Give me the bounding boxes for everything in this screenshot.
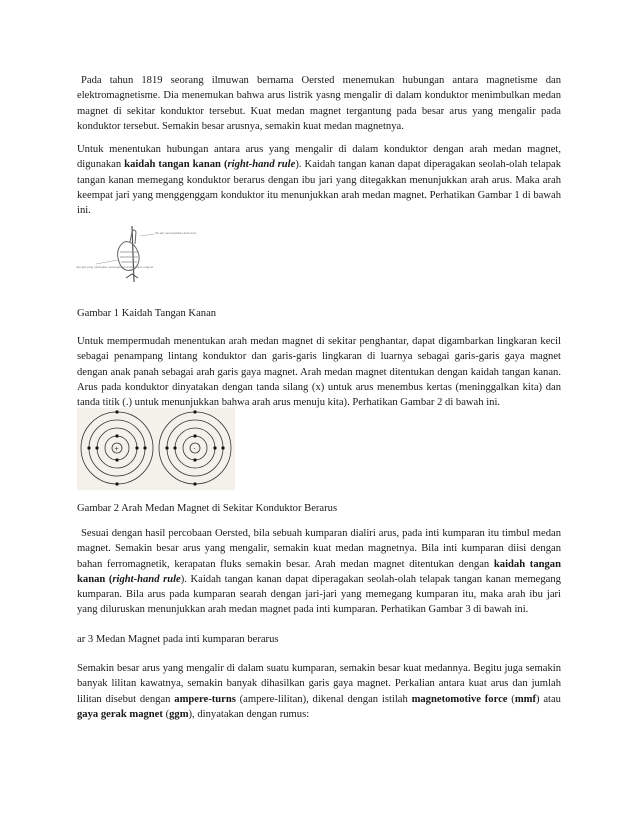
text-segment: ), dinyatakan dengan rumus: bbox=[188, 708, 310, 720]
arrow-icon bbox=[221, 446, 224, 449]
text-segment: ). Kaidah tangan kanan dapat diperagakan seolah-olah telapak tangan kanan memegang konduktor berarus dengan ibu jari yang ditegakkan menunjukkan arah arus. Maka arah keempat jari yang menggenggam konduktor itu menunjukkan arah medan magnet. Perhatikan Gambar 1 di bawah ini. bbox=[77, 159, 562, 217]
arrow-icon bbox=[173, 446, 176, 449]
bold-term: kaidah tangan kanan bbox=[77, 558, 561, 585]
figure1-label-fingers: Jari-jari yang melingkar menunjukkan arah medan magnet bbox=[76, 265, 154, 269]
arrow-icon bbox=[126, 274, 138, 278]
caption-figure-3: ar 3 Medan Magnet pada inti kumparan berarus bbox=[77, 634, 279, 645]
figure-right-hand-rule bbox=[74, 222, 197, 288]
bold-term: ggm bbox=[169, 708, 189, 720]
finger-lines bbox=[120, 252, 138, 262]
paragraph-field-direction: Untuk mempermudah menentukan arah medan magnet di sekitar penghantar, dapat digambarkan lingkaran kecil sebagai penampang lintang konduktor dan garis-garis lingkaran di luarnya sebagai garis-garis gaya magnet dengan anak panah sebagai arah garis gaya magnet. Arah medan magnet ditentukan dengan kaidah tangan kanan. Arus pada konduktor dinyatakan dengan tanda silang (x) untuk arus menembus kertas (meninggalkan kita) dan tanda titik (.) untuk menunjukkan bahwa arah arus menuju kita). Perhatikan Gambar 2 di bawah ini. bbox=[77, 336, 561, 409]
right-conductor-field bbox=[159, 410, 231, 485]
text-segment: (ampere-lilitan), dikenal dengan istilah bbox=[235, 693, 412, 705]
caption-figure-1: Gambar 1 Kaidah Tangan Kanan bbox=[77, 308, 217, 319]
arrow-icon bbox=[95, 446, 98, 449]
arrow-icon bbox=[193, 434, 196, 437]
arrow-icon bbox=[115, 458, 118, 461]
text-segment: Sesuai dengan hasil percobaan Oersted, bila sebuah kumparan dialiri arus, pada inti kumparan itu timbul medan magnet. Semakin besar arus yang mengalir, semakin kuat medan magnetnya. Bila inti kumparan diisi dengan bahan ferromagnetik, kerapatan fluks semakin besar. Arah medan magnet ditentukan dengan bbox=[77, 528, 561, 570]
bold-italic-term: right-hand rule bbox=[112, 573, 181, 585]
text-segment: ( bbox=[162, 708, 170, 720]
text-segment: ( bbox=[507, 693, 515, 705]
arrow-icon bbox=[135, 446, 138, 449]
bold-term: ampere-turns bbox=[174, 693, 236, 705]
arrow-icon bbox=[165, 446, 168, 449]
text-segment: ) atau bbox=[536, 693, 561, 705]
bold-italic-term: right-hand rule bbox=[227, 159, 296, 171]
figure-magnetic-field-lines bbox=[77, 408, 235, 490]
text-segment: ). Kaidah tangan kanan dapat diperagakan seolah-olah telapak tangan kanan memegang kumparan. Bila arus pada kumparan searah dengan jari-jari yang memegang kumparan itu, maka arah ibu jari yang diluruskan menunjukkan arah medan magnet pada inti kumparan. Perhatikan Gambar 3 di bawah ini. bbox=[77, 573, 561, 616]
paragraph-right-hand-rule bbox=[77, 142, 561, 218]
label-pointer bbox=[96, 260, 118, 264]
left-conductor-field bbox=[81, 410, 153, 485]
arrow-icon bbox=[115, 434, 118, 437]
arrow-icon bbox=[213, 446, 216, 449]
bold-paren: ( bbox=[105, 573, 113, 585]
bold-term: kaidah tangan kanan bbox=[124, 159, 221, 171]
paragraph-oersted-intro: Pada tahun 1819 seorang ilmuwan bernama Oersted menemukan hubungan antara magnetisme dan elektromagnetisme. Dia menemukan bahwa arus listrik yasng mengalir di dalam konduktor menimbulkan medan magnet di sekitar konduktor tersebut. Kuat medan magnet tergantung pada besar arus yang mengalir pada konduktor tersebut. Semakin besar arusnya, semakin kuat medan magnetnya. bbox=[77, 75, 561, 132]
arrow-icon bbox=[193, 482, 196, 485]
arrow-icon bbox=[193, 458, 196, 461]
arrow-icon bbox=[115, 410, 118, 413]
text-segment: Semakin besar arus yang mengalir di dalam suatu kumparan, semakin besar kuat medannya. Begitu juga semakin banyak lilitan kawatnya, semakin banyak dihasilkan garis gaya magnet. Perkalian antara kuat arus dan jumlah lilitan disebut dengan bbox=[77, 663, 561, 705]
figure1-label-thumb: Ibu jari menunjukkan arah arus bbox=[155, 231, 197, 235]
arrow-icon bbox=[115, 482, 118, 485]
label-pointer bbox=[140, 234, 154, 236]
bold-term: mmf bbox=[514, 693, 537, 705]
current-out-of-page-symbol: · bbox=[193, 444, 196, 453]
bold-term: magnetomotive force bbox=[411, 693, 508, 705]
paragraph-mmf bbox=[77, 661, 561, 722]
bold-term: gaya gerak magnet bbox=[77, 708, 163, 720]
bold-paren: ( bbox=[220, 159, 228, 171]
caption-figure-2: Gambar 2 Arah Medan Magnet di Sekitar Konduktor Berarus bbox=[77, 503, 338, 514]
text-segment: Untuk menentukan hubungan antara arus yang mengalir di dalam konduktor dengan arah medan magnet, digunakan bbox=[77, 144, 561, 171]
paragraph-coil-field bbox=[77, 526, 561, 618]
current-into-page-symbol: + bbox=[114, 446, 119, 453]
arrow-icon bbox=[87, 446, 90, 449]
arrow-icon bbox=[193, 410, 196, 413]
arrow-icon bbox=[143, 446, 146, 449]
